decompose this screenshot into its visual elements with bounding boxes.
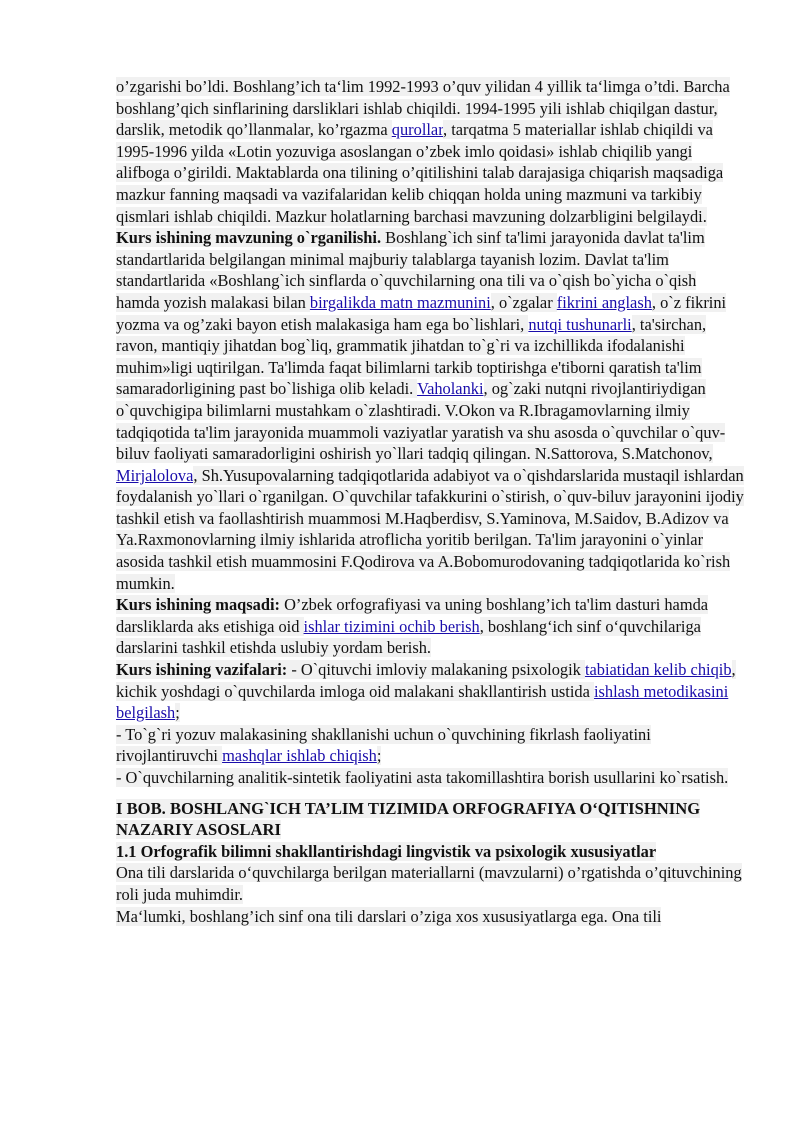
text-run: - To`g`ri yozuv malakasining shakllanishi uchun o`quvchining fikrlash faoliyatini rivojlantiruvchi [116, 724, 651, 766]
link-tabiatidan[interactable]: tabiatidan kelib chiqib [584, 660, 732, 680]
text-run: O’zbek orfografiyasi va uning boshlang’ich ta'lim dasturi hamda darsliklarda aks etishiga oid [116, 595, 709, 636]
body-paragraph [116, 862, 744, 905]
section-title-text: 1.1 Orfografik bilimni shakllantirishdagi lingvistik va psixologik xususiyatlar [116, 841, 657, 861]
text-run: , boshlang‘ich sinf o‘quvchilariga darslarini tashkil etishda uslubiy yordam berish. [116, 616, 701, 658]
task-item [116, 724, 744, 767]
text-run: , ta'sirchan, ravon, mantiqiy jihatdan bog`liq, grammatik jihatdan to`g`ri va izchillikda ifodalanishi muhim»ligi uqtirilgan. Ta'limda faqat bilimlarni tarkib toptirishga e'tiborni qaratish ta'lim samaradorligining past bo`lishiga olib keladi. [116, 314, 707, 399]
text-run: Ona tili darslarida o‘quvchilarga berilgan materiallarni (mavzularni) o’rgatishda o’qituvchining roli juda muhimdir. [116, 863, 742, 904]
text-run: , o`z fikrini yozma va og’zaki bayon etish malakasiga ham ega bo`lishlari, [116, 292, 727, 334]
text-run: ; [376, 746, 382, 766]
link-fikrini-anglash[interactable]: fikrini anglash [556, 292, 652, 312]
link-nutqi-tushunarli[interactable]: nutqi tushunarli [528, 314, 632, 334]
tasks-heading: Kurs ishining vazifalari: [116, 660, 288, 680]
text-run: , kichik yoshdagi o`quvchilarda imloga oid malakani shakllantirish ustida [116, 660, 736, 701]
chapter-title-text: I BOB. BOSHLANG`ICH TA’LIM TIZIMIDA ORFOGRAFIYA O‘QITISHNING NAZARIY ASOSLARI [116, 798, 701, 840]
text-run: Boshlang`ich sinf ta'limi jarayonida davlat ta'lim standartlarida belgilangan minimal majburiy talablarga tayanish lozim. Davlat ta'lim standartlarida «Boshlang`ich sinflarda o`quvchilarning ona tili va o`qish bo`yicha o`qish hamda yozish malakasi bilan [116, 228, 705, 312]
link-birgalikda-matn[interactable]: birgalikda matn mazmunini [309, 292, 491, 312]
task-item [116, 767, 744, 789]
link-mashqlar[interactable]: mashqlar ishlab chiqish [222, 746, 377, 766]
study-paragraph [116, 227, 744, 594]
section-title [116, 841, 744, 863]
text-run: Ma‘lumki, boshlang’ich sinf ona tili darslari o’ziga xos xususiyatlarga ega. Ona tili [116, 906, 662, 926]
text-run: , Sh.Yusupovalarning tadqiqotlarida adabiyot va o`qishdarslarida mustaqil ishlardan foydalanish yo`llari o`rganilgan. O`quvchilar tafakkurini o`stirish, o`quv-biluv jarayonini ijodiy tashkil etish va faollashtirish muammosi M.Haqberdisv, S.Yaminova, M.Saidov, B.Adizov va Ya.Raxmonovlarning ilmiy ishlarida atroflicha yoritib berilgan. Ta'lim jarayonini o`yinlar asosida tashkil etish muammosini F.Qodirova va A.Bobomurodovaning tadqiqotlarida ko`rish mumkin. [116, 465, 744, 593]
text-run: - O`qituvchi imloviy malakaning psixologik [287, 660, 585, 680]
goal-paragraph [116, 594, 744, 659]
text-run: - O`quvchilarning analitik-sintetik faoliyatini asta takomillashtira borish usullarini ko`rsatish. [116, 768, 729, 787]
study-heading: Kurs ishining mavzuning o`rganilishi. [116, 228, 382, 248]
link-qurollar[interactable]: qurollar [391, 120, 444, 140]
link-ishlar-tizimi[interactable]: ishlar tizimini ochib berish [303, 616, 480, 636]
text-run: o’zgarishi bo’ldi. Boshlang’ich ta‘lim 1992-1993 o’quv yilidan 4 yillik ta‘limga o’tdi. Barcha boshlang’qich sinflarining darsliklari ishlab chiqildi. 1994-1995 yili ishlab chiqilgan dastur, darslik, metodik qo’llanmalar, ko’rgazma [116, 77, 730, 140]
link-mirjalolova[interactable]: Mirjalolova [116, 465, 194, 485]
link-vaholanki[interactable]: Vaholanki [417, 379, 484, 399]
tasks-paragraph [116, 659, 744, 724]
text-run: ; [175, 703, 180, 723]
link-ishlash-metodikasi[interactable]: ishlash metodikasini belgilash [116, 681, 729, 723]
text-run: , tarqatma 5 materiallar ishlab chiqildi va 1995-1996 yilda «Lotin yozuviga asoslangan o’zbek imlo qoidasi» ishlab chiqilib yangi alifboga o’girildi. Maktablarda ona tilining o’qitilishini talab darajasiga chiqarish maqsadiga mazkur fanning maqsadi va vazifalaridan kelib chiqqan holda uning mazmuni va tarkibiy qismlari ishlab chiqildi. Mazkur holatlarning barchasi mavzuning dolzarbligini belgilaydi. [116, 120, 724, 226]
body-paragraph [116, 906, 744, 928]
chapter-title [116, 798, 744, 841]
intro-paragraph [116, 76, 744, 227]
text-run: , o`zgalar [490, 292, 557, 312]
text-run: , og`zaki nutqni rivojlantiriydigan o`quvchigipa bilimlarni mustahkam o`zlashtiradi. V.Okon va R.Ibragamovlarning ilmiy tadqiqotida ta'lim jarayonida muammoli vaziyatlar yaratish va shu asosda o`quvchilar o`quv-biluv faoliyati samaradorligini oshirish yo`llari tadqiq qilingan. N.Sattorova, S.Matchonov, [116, 379, 726, 464]
document-page [116, 76, 744, 927]
goal-heading: Kurs ishining maqsadi: [116, 595, 280, 615]
